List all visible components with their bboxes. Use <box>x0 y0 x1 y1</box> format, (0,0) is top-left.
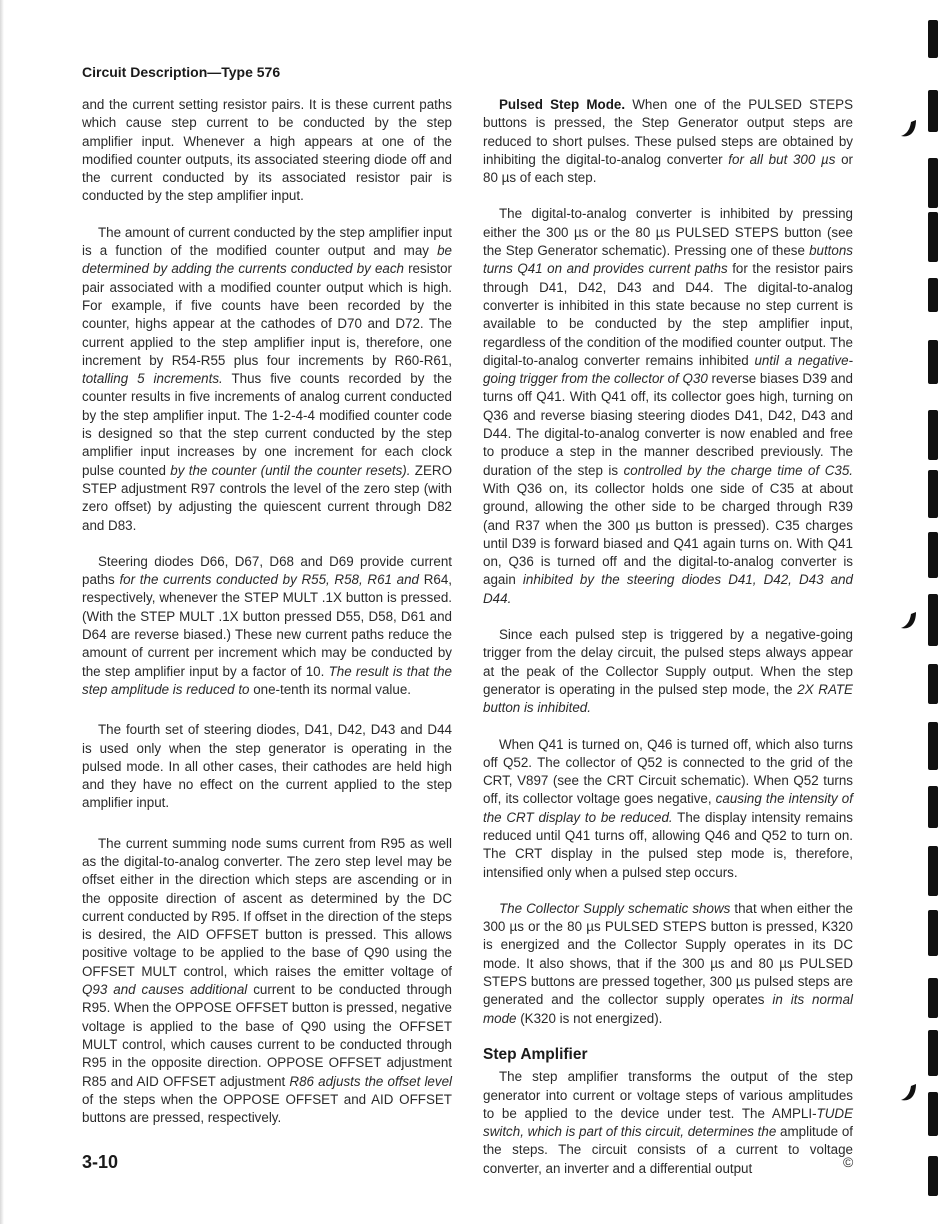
text-run: reverse biases D39 and turns off Q41. With Q41 off, its collector goes high, turning on Q36 and reverse biasing steering diodes D41, D42, D43 and D44. The digital-to-analog converter is now enabled and free to produce a step in the manner described previously. The duration of the step is <box>483 371 853 478</box>
scan-edge-shadow <box>0 0 4 1224</box>
italic-run: totalling 5 increments. <box>82 371 223 387</box>
binder-mark <box>928 410 938 460</box>
text-run: Steering diodes D66, D67, D68 and D69 provide current paths <box>82 553 452 588</box>
binder-mark <box>928 978 938 1018</box>
italic-run: be determined by adding the currents conducted by each <box>82 243 452 277</box>
text-run: and the current setting resistor pairs. It is these current paths which cause step current to be conducted by the step amplifier input. Whenever a high appears at one of the modified counter outputs, its associated steering diode off and the current conducted by its associated resistor pair is conducted by the step amplifier input. <box>82 97 452 204</box>
right-paragraph-2 <box>483 205 853 608</box>
binder-mark <box>928 1156 938 1196</box>
italic-run: The result is that the step amplitude is reduced to <box>82 663 452 697</box>
copyright-symbol: © <box>843 1154 854 1170</box>
italic-run: controlled by the charge time of C35. <box>623 462 853 478</box>
binder-mark <box>928 20 938 58</box>
left-paragraph-3 <box>82 553 452 699</box>
binder-mark <box>928 470 938 518</box>
text-run: When one of the PULSED STEPS buttons is pressed, the Step Generator output steps are reduced to short pulses. These pulsed steps are obtained by inhibiting the digital-to-analog converter <box>483 97 854 167</box>
text-run: that when either the 300 µs or the 80 µs PULSED STEPS button is pressed, K320 is energized and the Collector Supply operates in its DC mode. It also shows, that if the 300 µs and 80 µs PULSED STEPS buttons are pressed together, 300 µs pulsed steps are generated and the collector supply operates <box>483 900 853 1008</box>
italic-run: Q93 and causes additional <box>82 982 248 998</box>
text-run: The amount of current conducted by the step amplifier input is a function of the modified counter output and may <box>82 224 452 259</box>
text-run: The fourth set of steering diodes, D41, D42, D43 and D44 is used only when the step generator is operating in the pulsed mode. In all other cases, their cathodes are held high and they have no effect on the current applied to the step amplifier input. <box>82 722 452 811</box>
text-run: The current summing node sums current from R95 as well as the digital-to-analog converter. The zero step level may be offset either in the direction which steps are ascending or in the opposite direction of ascent as determined by the DC current conducted by R95. If offset in the direction of the steps is desired, the AID OFFSET button is pressed. This allows positive voltage to be applied to the base of Q90 using the OFFSET MULT control, which raises the emitter voltage of <box>82 835 452 979</box>
binder-mark <box>928 90 938 132</box>
text-run: amplitude of the steps. The circuit consists of a current to voltage converter, an inverter and a differential output <box>483 1124 854 1176</box>
text-run: Since each pulsed step is triggered by a negative-going trigger from the delay circuit, the pulsed steps always appear at the peak of the Collector Supply output. When the step generator is operating in the pulsed step mode, the <box>483 627 853 697</box>
binder-mark <box>928 278 938 312</box>
italic-run: for all but 300 µs <box>728 151 836 167</box>
italic-run: R86 adjusts the offset level <box>289 1073 452 1089</box>
binder-mark <box>928 1092 938 1136</box>
italic-run: for the currents conducted by R55, R58, R61 and <box>119 572 420 588</box>
binder-mark <box>928 340 938 384</box>
binder-mark <box>928 1030 938 1076</box>
text-run: The step amplifier transforms the output of the step generator into current or voltage steps of various amplitudes to be applied to the device under test. The AMPLI- <box>483 1069 853 1121</box>
italic-run: by the counter (until the counter resets). <box>170 462 411 478</box>
text-run: With Q36 on, its collector holds one side of C35 at about ground, allowing the other side to be charged through R39 (and R37 when the 300 µs button is pressed). C35 charges until D39 is forward biased and Q41 again turns on. With Q41 on, Q36 is turned off and the digital-to-analog converter is again <box>483 480 853 588</box>
text-run: The display intensity remains reduced until Q41 turns off, allowing Q46 and Q52 to turn on. The CRT display in the pulsed step mode is, therefore, intensified only when a pulsed step occurs. <box>483 809 853 880</box>
italic-run: causing the intensity of the CRT display to be reduced. <box>483 791 853 825</box>
text-run: The digital-to-analog converter is inhibited by pressing either the 300 µs or the 80 µs PULSED STEPS button (see the Step Generator schematic). Pressing one of these <box>483 206 853 259</box>
text-run: or 80 µs of each step. <box>483 151 853 186</box>
italic-run: until a negative-going trigger from the collector of Q30 <box>483 352 853 387</box>
binder-mark <box>928 846 938 896</box>
italic-run: inhibited by the steering diodes D41, D42, D43 and D44. <box>483 572 854 606</box>
text-run: When Q41 is turned on, Q46 is turned off, which also turns off Q52. The collector of Q52 is connected to the grid of the CRT, V897 (see the CRT Circuit schematic). When Q52 turns off, its collector voltage goes negative, <box>483 736 853 807</box>
italic-run: 2X RATE button is inhibited. <box>483 681 853 716</box>
right-paragraph-5 <box>483 900 853 1028</box>
binder-mark <box>928 532 938 578</box>
left-column <box>82 96 452 1145</box>
text-run: R64, respectively, whenever the STEP MULT .1X button is pressed. (With the STEP MULT .1X button pressed D55, D58, D61 and D64 are reverse biased.) These new current paths reduce the amount of current per increment which may be conducted by the step amplifier input by a factor of 10. <box>82 572 452 679</box>
binder-hook-icon <box>898 1082 920 1104</box>
italic-run: buttons turns Q41 on and provides current paths <box>483 243 853 277</box>
running-header: Circuit Description—Type 576 <box>82 64 281 80</box>
section-heading-step-amplifier: Step Amplifier <box>483 1045 588 1063</box>
binder-mark <box>928 212 938 262</box>
page-number: 3-10 <box>82 1152 119 1172</box>
right-paragraph-4 <box>483 736 853 882</box>
binder-mark <box>928 664 938 704</box>
right-column <box>483 96 853 1196</box>
left-paragraph-4 <box>82 721 452 812</box>
binder-hook-icon <box>898 610 920 632</box>
binder-mark <box>928 786 938 828</box>
left-paragraph-1 <box>82 96 452 206</box>
text-run: ZERO STEP adjustment R97 controls the level of the zero step (with zero offset) by adjusting the quiescent current through D82 and D83. <box>82 462 452 533</box>
left-paragraph-5 <box>82 835 452 1128</box>
binder-mark <box>928 722 938 770</box>
run-in-heading: Pulsed Step Mode. <box>499 97 626 112</box>
binder-mark <box>928 158 938 208</box>
text-run: of the steps when the OPPOSE OFFSET and AID OFFSET buttons are pressed, respectively. <box>82 1091 452 1126</box>
italic-run: in its normal mode <box>483 992 853 1026</box>
binder-mark <box>928 910 938 956</box>
text-run: Thus five counts recorded by the counter results in five increments of analog current conducted by the step amplifier input. The 1-2-4-4 modified counter code is designed so that the step current conducted by the step amplifier input increases by one increment for each clock pulse counted <box>82 371 452 478</box>
binder-mark <box>928 594 938 646</box>
text-run: resistor pair associated with a modified counter output which is high. For example, if five counts have been recorded by the counter, highs appear at the cathodes of D70 and D72. The current applied to the step amplifier input is, therefore, one increment by R54-R55 plus four increments by R60-R61, <box>82 261 452 368</box>
text-run: current to be conducted through R95. When the OPPOSE OFFSET button is pressed, negative voltage is applied to the base of Q90 using the OFFSET MULT control, which causes current to be conducted through R95 in the opposite direction. OPPOSE OFFSET adjustment R85 and AID OFFSET adjustment <box>82 982 452 1089</box>
text-run: (K320 is not energized). <box>516 1010 663 1026</box>
binder-hook-icon <box>898 118 920 140</box>
text-run: one-tenth its normal value. <box>249 681 412 697</box>
right-paragraph-1 <box>483 96 853 187</box>
italic-run: TUDE switch, which is part of this circuit, determines the <box>483 1105 853 1140</box>
italic-run: The Collector Supply schematic shows <box>499 900 731 916</box>
right-paragraph-3 <box>483 626 853 717</box>
right-paragraph-6 <box>483 1068 853 1178</box>
left-paragraph-2 <box>82 224 452 535</box>
text-run: for the resistor pairs through D41, D42, D43 and D44. The digital-to-analog converter is inhibited in this state because no step current is available to be conducted by the step amplifier input, regardless of the condition of the modified counter output. The digital-to-analog converter remains inhibited <box>483 261 854 368</box>
